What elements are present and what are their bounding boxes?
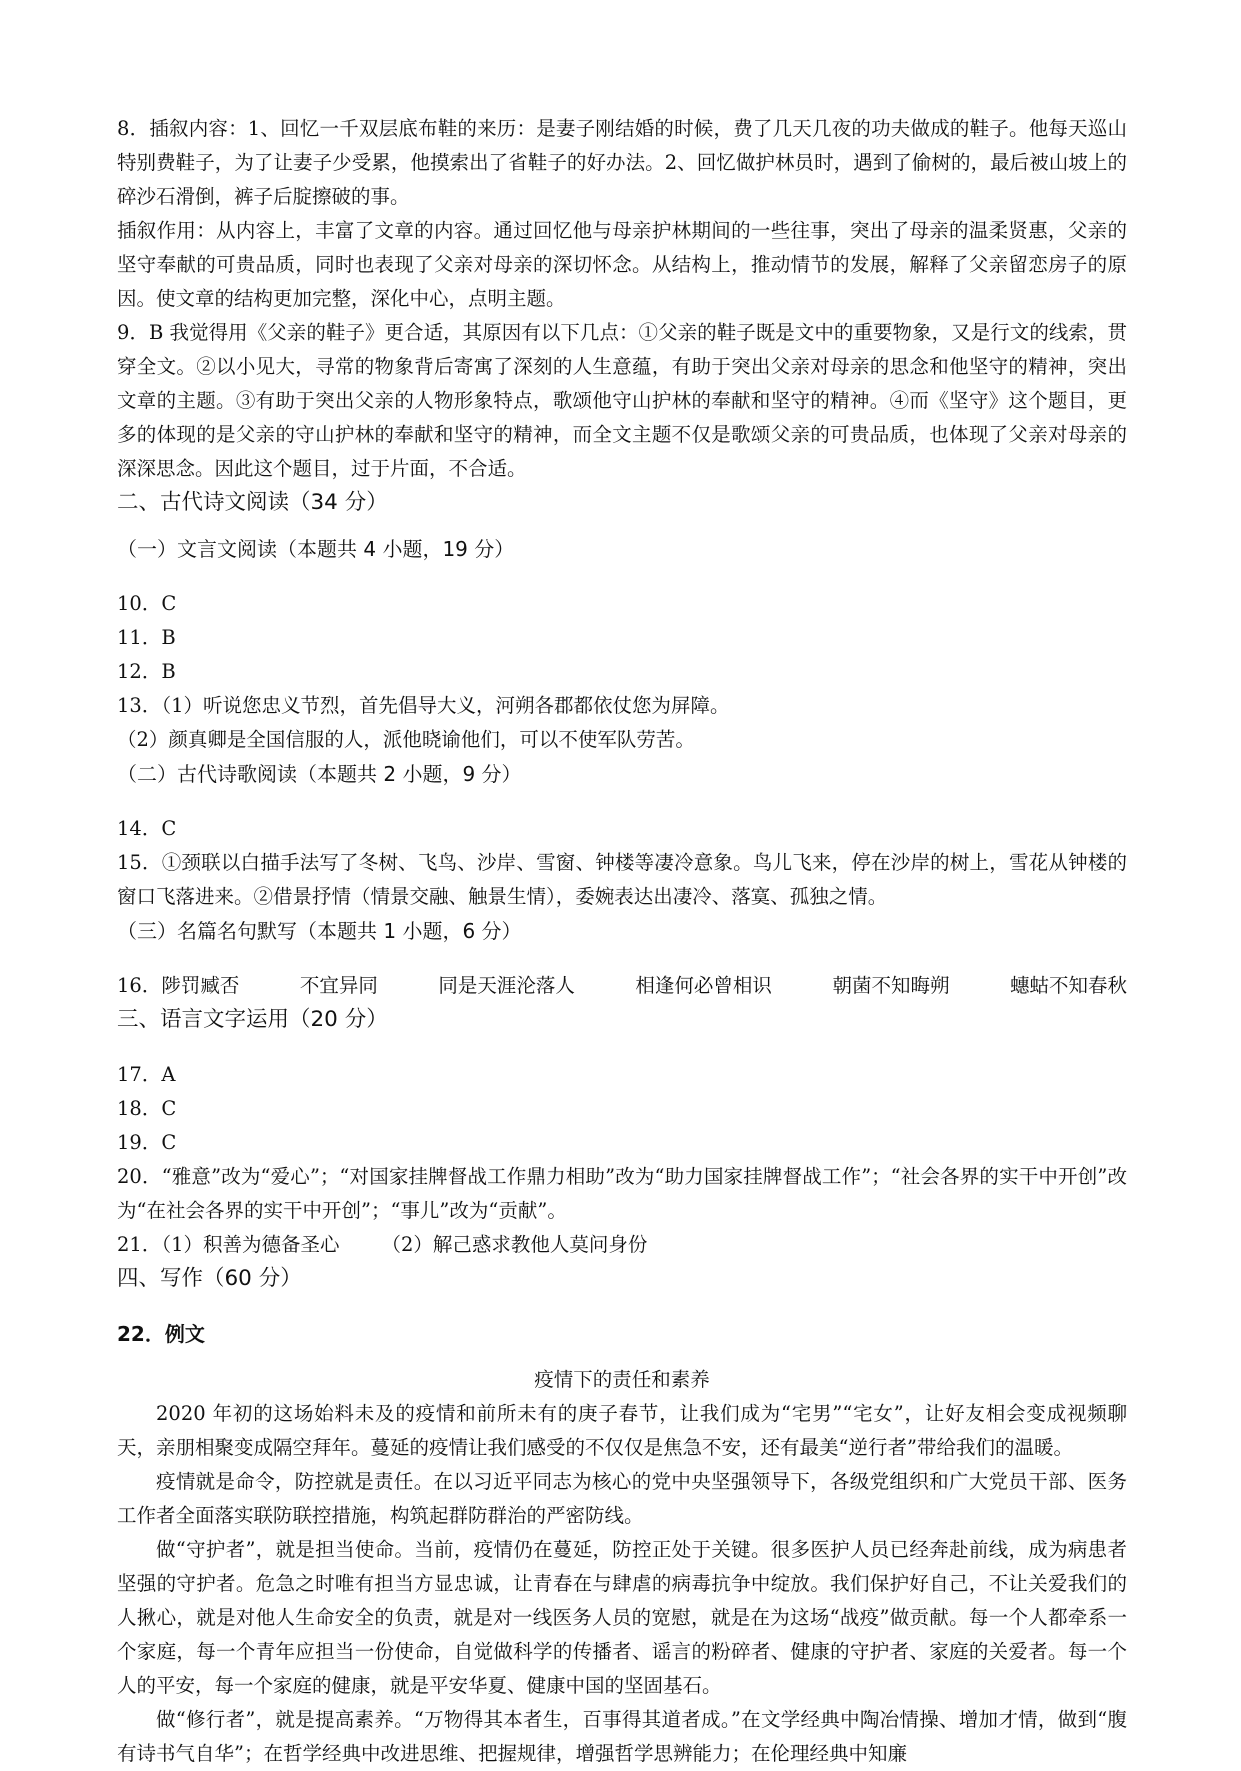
q21-part-1: 21．（1）积善为德备圣心	[117, 1233, 340, 1256]
section2-sub1: （一）文言文阅读（本题共 4 小题，19 分）	[117, 537, 515, 561]
answer-page	[117, 112, 1127, 1771]
essay-title: 疫情下的责任和素养	[534, 1368, 710, 1391]
q16-item: 蟪蛄不知春秋	[1009, 974, 1127, 997]
q8-content: 8．插叙内容：1、回忆一千双层底布鞋的来历：是妻子刚结婚的时候，费了几天几夜的功夫做成的鞋子。他每天巡山特别费鞋子，为了让妻子少受累，他摸索出了省鞋子的好办法。2、回忆做护林员时，遇到了偷树的，最后被山坡上的碎沙石滑倒，裤子后腚擦破的事。	[117, 117, 1127, 208]
q9-answer: 9．B 我觉得用《父亲的鞋子》更合适，其原因有以下几点：①父亲的鞋子既是文中的重要物象，又是行文的线索，贯穿全文。②以小见大，寻常的物象背后寄寓了深刻的人生意蕴，有助于突出父亲对母亲的思念和他坚守的精神，突出文章的主题。③有助于突出父亲的人物形象特点，歌颂他守山护林的奉献和坚守的精神。④而《坚守》这个题目，更多的体现的是父亲的守山护林的奉献和坚守的精神，而全文主题不仅是歌颂父亲的可贵品质，也体现了父亲对母亲的深深思念。因此这个题目，过于片面，不合适。	[117, 321, 1127, 480]
q18-answer: 18．C	[117, 1097, 177, 1120]
essay-paragraph: 疫情就是命令，防控就是责任。在以习近平同志为核心的党中央坚强领导下，各级党组织和广大党员干部、医务工作者全面落实联防联控措施，构筑起群防群治的严密防线。	[117, 1470, 1127, 1527]
q21-answer	[117, 1228, 1127, 1262]
q16-item: 16．陟罚臧否	[117, 974, 240, 997]
q16-item: 同是天涯沦落人	[438, 974, 575, 997]
q12-answer: 12．B	[117, 660, 176, 683]
section4-title: 四、写作（60 分）	[117, 1266, 302, 1291]
section2-title: 二、古代诗文阅读（34 分）	[117, 490, 388, 515]
q13-answer-2: （2）颜真卿是全国信服的人，派他晓谕他们，可以不使军队劳苦。	[117, 728, 695, 751]
q14-answer: 14．C	[117, 817, 177, 840]
q16-item: 朝菌不知晦朔	[832, 974, 950, 997]
q19-answer: 19．C	[117, 1131, 177, 1154]
q16-item: 不宜异同	[299, 974, 378, 997]
essay-paragraph: 做“守护者”，就是担当使命。当前，疫情仍在蔓延，防控正处于关键。很多医护人员已经奔赴前线，成为病患者坚强的守护者。危急之时唯有担当方显忠诚，让青春在与肆虐的病毒抗争中绽放。我们保护好自己，不让关爱我们的人揪心，就是对他人生命安全的负责，就是对一线医务人员的宽慰，就是在为这场“战疫”做贡献。每一个人都牵系一个家庭，每一个青年应担当一份使命，自觉做科学的传播者、谣言的粉碎者、健康的守护者、家庭的关爱者。每一个人的平安，每一个家庭的健康，就是平安华夏、健康中国的坚固基石。	[117, 1538, 1127, 1697]
q16-item: 相逢何必曾相识	[635, 974, 772, 997]
essay-paragraph: 做“修行者”，就是提高素养。“万物得其本者生，百事得其道者成。”在文学经典中陶冶情操、增加才情，做到“腹有诗书气自华”；在哲学经典中改进思维、把握规律，增强哲学思辨能力；在伦理经典中知廉	[117, 1708, 1127, 1765]
essay-paragraph: 2020 年初的这场始料未及的疫情和前所未有的庚子春节，让我们成为“宅男”“宅女”，让好友相会变成视频聊天，亲朋相聚变成隔空拜年。蔓延的疫情让我们感受的不仅仅是焦急不安，还有最美“逆行者”带给我们的温暖。	[117, 1402, 1127, 1459]
q11-answer: 11．B	[117, 626, 176, 649]
q10-answer: 10．C	[117, 592, 177, 615]
section2-sub3: （三）名篇名句默写（本题共 1 小题，6 分）	[117, 919, 522, 943]
section2-sub2: （二）古代诗歌阅读（本题共 2 小题，9 分）	[117, 762, 522, 786]
q20-answer: 20．“雅意”改为“爱心”；“对国家挂牌督战工作鼎力相助”改为“助力国家挂牌督战工作”；“社会各界的实干中开创”改为“在社会各界的实干中开创”；“事儿”改为“贡献”。	[117, 1165, 1127, 1222]
q15-answer: 15．①颈联以白描手法写了冬树、飞鸟、沙岸、雪窗、钟楼等凄冷意象。鸟儿飞来，停在沙岸的树上，雪花从钟楼的窗口飞落进来。②借景抒情（情景交融、触景生情），委婉表达出凄冷、落寞、孤独之情。	[117, 851, 1127, 908]
q21-part-2: （2）解己惑求教他人莫问身份	[381, 1233, 648, 1256]
q13-answer-1: 13．（1）听说您忠义节烈，首先倡导大义，河朔各郡都依仗您为屏障。	[117, 694, 730, 717]
q8-effect: 插叙作用：从内容上，丰富了文章的内容。通过回忆他与母亲护林期间的一些往事，突出了母亲的温柔贤惠，父亲的坚守奉献的可贵品质，同时也表现了父亲对母亲的深切怀念。从结构上，推动情节的发展，解释了父亲留恋房子的原因。使文章的结构更加完整，深化中心，点明主题。	[117, 219, 1127, 310]
q22-label: 22．例文	[117, 1322, 205, 1346]
q16-answer	[117, 969, 1127, 1003]
section3-title: 三、语言文字运用（20 分）	[117, 1007, 388, 1032]
q17-answer: 17．A	[117, 1063, 176, 1086]
